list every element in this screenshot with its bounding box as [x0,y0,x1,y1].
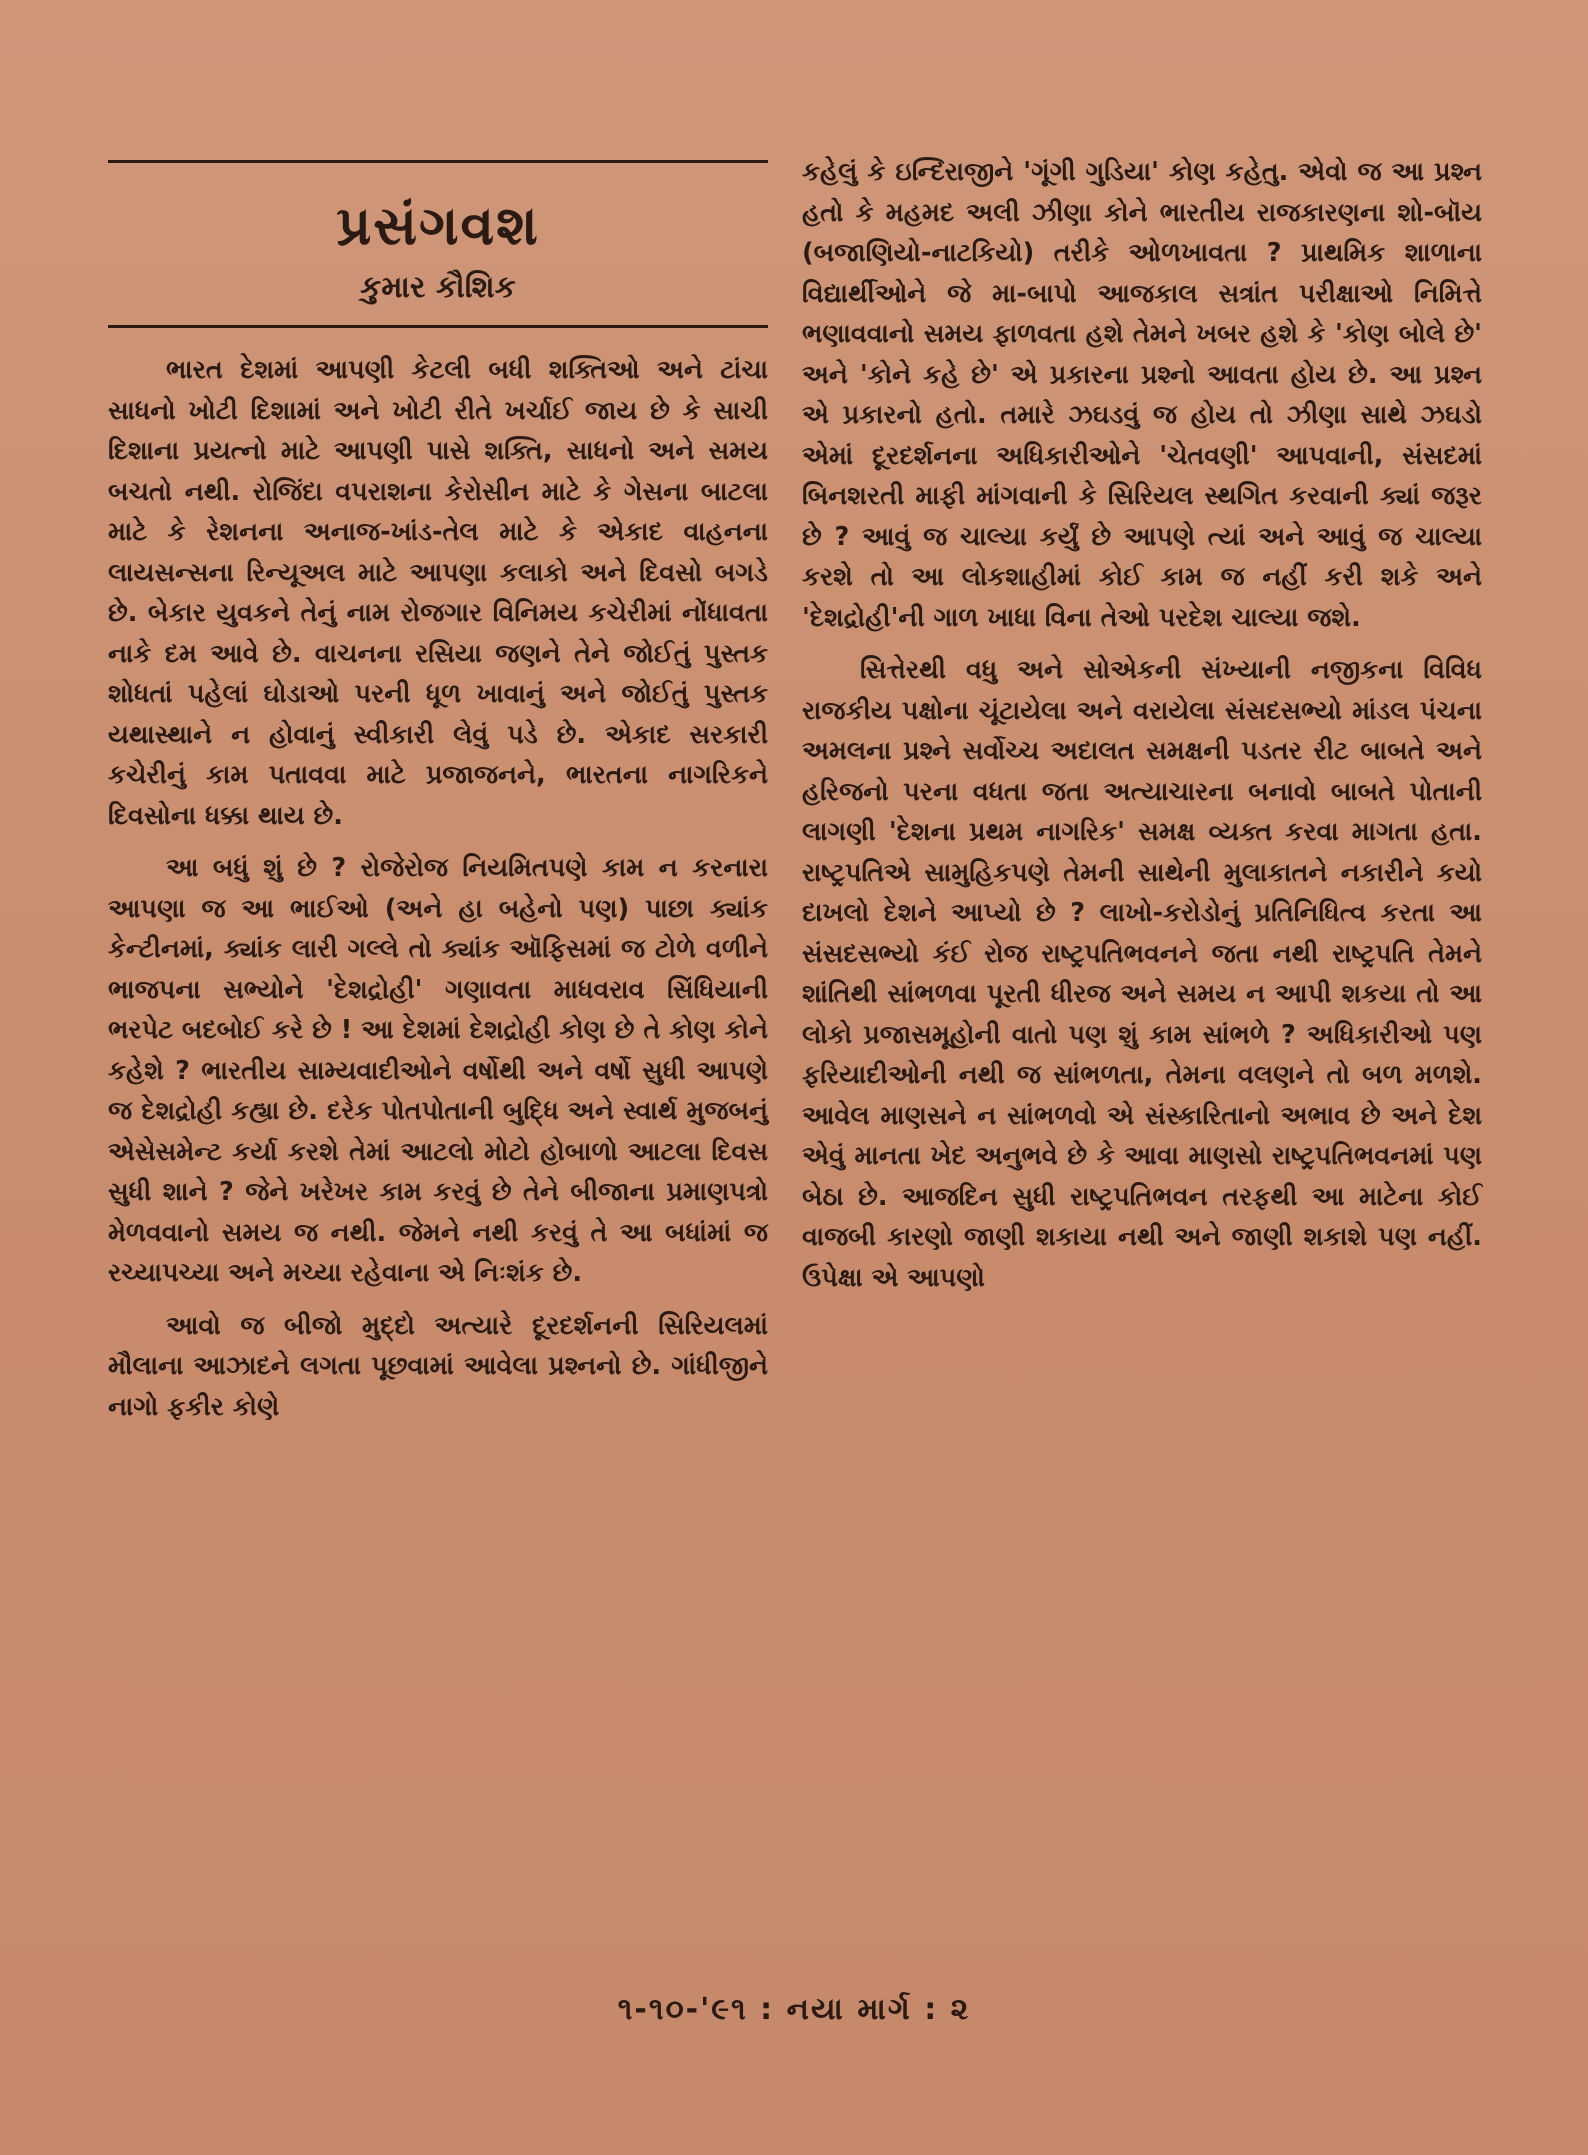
paragraph: આવો જ બીજો મુદ્દો અત્યારે દૂરદર્શનની સિરિયલમાં મૌલાના આઝાદને લગતા પૂછવામાં આવેલા પ્રશ્નનો છે. ગાંધીજીને નાગો ફકીર કોણે [108,1310,768,1422]
article-author: કુમાર કૌશિક [360,270,516,305]
right-column [802,157,1482,1310]
paragraph: કહેલું કે ઇન્દિરાજીને 'ગૂંગી ગુડિયા' કોણ કહેતુ. એવો જ આ પ્રશ્ન હતો કે મહમદ અલી ઝીણા કોને ભારતીય રાજકારણના શો-બૉય (બજાણિયો-નાટકિયો) તરીકે ઓળખાવતા ? પ્રાથમિક શાળાના વિદ્યાર્થીઓને જે મા-બાપો આજકાલ સત્રાંત પરીક્ષાઓ નિમિત્તે ભણાવવાનો સમય ફાળવતા હશે તેમને ખબર હશે કે 'કોણ બોલે છે' અને 'કોને કહે છે' એ પ્રકારના પ્રશ્નો આવતા હોય છે. આ પ્રશ્ન એ પ્રકારનો હતો. તમારે ઝઘડવું જ હોય તો ઝીણા સાથે ઝઘડો એમાં દૂરદર્શનના અધિકારીઓને 'ચેતવણી' આપવાની, સંસદમાં બિનશરતી માફી માંગવાની કે સિરિયલ સ્થગિત કરવાની ક્યાં જરૂર છે ? આવું જ ચાલ્યા કર્યું છે આપણે ત્યાં અને આવું જ ચાલ્યા કરશે તો આ લોકશાહીમાં કોઈ કામ જ નહીં કરી શકે અને 'દેશદ્રોહી'ની ગાળ ખાધા વિના તેઓ પરદેશ ચાલ્યા જશે. [802,157,1482,633]
top-rule [108,160,768,163]
paragraph: સિત્તેરથી વધુ અને સોએકની સંખ્યાની નજીકના વિવિધ રાજકીય પક્ષોના ચૂંટાયેલા અને વરાયેલા સંસદસભ્યો માંડલ પંચના અમલના પ્રશ્ને સર્વોચ્ચ અદાલત સમક્ષની પડતર રીટ બાબતે અને હરિજનો પરના વધતા જતા અત્યાચારના બનાવો બાબતે પોતાની લાગણી 'દેશના પ્રથમ નાગરિક' સમક્ષ વ્યક્ત કરવા માગતા હતા. રાષ્ટ્રપતિએ સામુહિકપણે તેમની સાથેની મુલાકાતને નકારીને કયો દાખલો દેશને આપ્યો છે ? લાખો-કરોડોનું પ્રતિનિધિત્વ કરતા આ સંસદસભ્યો કંઈ રોજ રાષ્ટ્રપતિભવનને જતા નથી રાષ્ટ્રપતિ તેમને શાંતિથી સાંભળવા પૂરતી ધીરજ અને સમય ન આપી શકયા તો આ લોકો પ્રજાસમૂહોની વાતો પણ શું કામ સાંભળે ? અધિકારીઓ પણ ફરિયાદીઓની નથી જ સાંભળતા, તેમના વલણને તો બળ મળશે. આવેલ માણસને ન સાંભળવો એ સંસ્કારિતાનો અભાવ છે અને દેશ એવું માનતા ખેદ અનુભવે છે કે આવા માણસો રાષ્ટ્રપતિભવનમાં પણ બેઠા છે. આજદિન સુધી રાષ્ટ્રપતિભવન તરફથી આ માટેના કોઈ વાજબી કારણો જાણી શકાયા નથી અને જાણી શકાશે પણ નહીં. ઉપેક્ષા એ આપણો [802,655,1482,1293]
paragraph: ભારત દેશમાં આપણી કેટલી બધી શક્તિઓ અને ટાંચા સાધનો ખોટી દિશામાં અને ખોટી રીતે ખર્ચાઈ જાય છે કે સાચી દિશાના પ્રયત્નો માટે આપણી પાસે શક્તિ, સાધનો અને સમય બચતો નથી. રોજિંદા વપરાશના કેરોસીન માટે કે ગેસના બાટલા માટે કે રેશનના અનાજ-ખાંડ-તેલ માટે કે એકાદ વાહનના લાયસન્સના રિન્યૂઅલ માટે આપણા કલાકો અને દિવસો બગડે છે. બેકાર યુવકને તેનું નામ રોજગાર વિનિમય કચેરીમાં નોંધાવતા નાકે દમ આવે છે. વાચનના રસિયા જણને તેને જોઈતું પુસ્તક શોધતાં પહેલાં ઘોડાઓ પરની ધૂળ ખાવાનું અને જોઈતું પુસ્તક યથાસ્થાને ન હોવાનું સ્વીકારી લેવું પડે છે. એકાદ સરકારી કચેરીનું કામ પતાવવા માટે પ્રજાજનને, ભારતના નાગરિકને દિવસોના ધક્કા થાય છે. [108,355,768,831]
left-column [108,160,768,1439]
header-rule [108,325,768,328]
paragraph: આ બધું શું છે ? રોજેરોજ નિયમિતપણે કામ ન કરનારા આપણા જ આ ભાઈઓ (અને હા બહેનો પણ) પાછા ક્યાંક કેન્ટીનમાં, ક્યાંક લારી ગલ્લે તો ક્યાંક ઑફિસમાં જ ટોળે વળીને ભાજપના સભ્યોને 'દેશદ્રોહી' ગણાવતા માધવરાવ સિંધિયાની ભરપેટ બદબોઈ કરે છે ! આ દેશમાં દેશદ્રોહી કોણ છે તે કોણ કોને કહેશે ? ભારતીય સામ્યવાદીઓને વર્ષોથી અને વર્ષો સુધી આપણે જ દેશદ્રોહી કહ્યા છે. દરેક પોતપોતાની બુદ્ધિ અને સ્વાર્થ મુજબનું એસેસમેન્ટ કર્યા કરશે તેમાં આટલો મોટો હોબાળો આટલા દિવસ સુધી શાને ? જેને ખરેખર કામ કરવું છે તેને બીજાના પ્રમાણપત્રો મેળવવાનો સમય જ નથી. જેમને નથી કરવું તે આ બધાંમાં જ રચ્યાપચ્યા અને મચ્યા રહેવાના એ નિઃશંક છે. [108,853,768,1288]
page-footer: ૧-૧૦-'૯૧ : નયા માર્ગ : ૨ [617,1992,971,2027]
article-title: પ્રસંગવશ [336,193,540,257]
